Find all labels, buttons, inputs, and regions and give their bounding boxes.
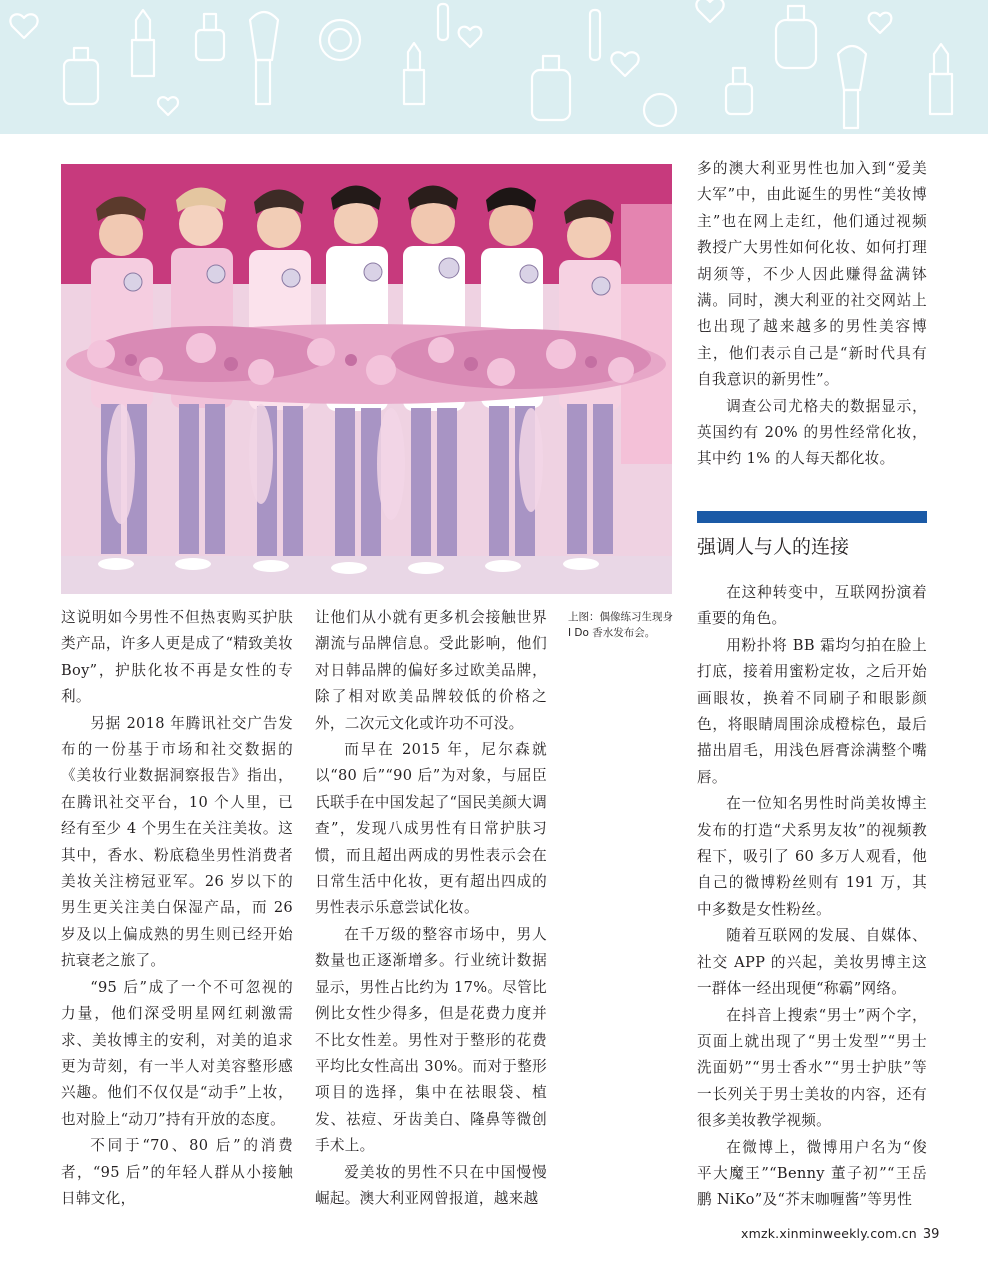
paragraph: 在千万级的整容市场中，男人数量也正逐渐增多。行业统计数据显示，男性占比约为 17%。尽管比例比女性少得多，但是花费力度并不比女性差。男性对于整形的花费平均比女性高出 30%。而对于整形项目的选择，集中在祛眼袋、植发、祛痘、牙齿美白、隆鼻等微创手术上。 bbox=[315, 925, 547, 1155]
article-column-1 bbox=[61, 605, 293, 1212]
paragraph: 不同于“70、80 后”的消费者，“95 后”的年轻人群从小接触日韩文化， bbox=[61, 1137, 293, 1207]
paragraph: 在一位知名男性时尚美妆博主发布的打造“犬系男友妆”的视频教程下，吸引了 60 多万人观看，他自己的微博粉丝则有 191 万，其中多数是女性粉丝。 bbox=[697, 795, 927, 918]
paragraph: 另据 2018 年腾讯社交广告发布的一份基于市场和社交数据的《美妆行业数据洞察报告》指出，在腾讯社交平台，10 个人里，已经有至少 4 个男生在关注美妆。这其中，香水、粉底稳坐男性消费者美妆关注榜冠亚军。26 岁以下的男生更关注美白保湿产品，而 26 岁及以上偏成熟的男生则已经开始抗衰老之旅了。 bbox=[61, 714, 293, 970]
paragraph: 在微博上，微博用户名为“俊平大魔王”“Benny 董子初”“王岳鹏 NiKo”及“芥末咖喱酱”等男性 bbox=[697, 1138, 927, 1209]
article-column-2 bbox=[315, 605, 547, 1212]
article-column-3-bottom bbox=[697, 580, 927, 1214]
photo-caption: 上图：偶像练习生现身 I Do 香水发布会。 bbox=[568, 611, 673, 639]
article-column-3-top bbox=[697, 156, 927, 473]
paragraph: 多的澳大利亚男性也加入到“爱美大军”中，由此诞生的男性“美妆博主”也在网上走红，他们通过视频教授广大男性如何化妆、如何打理胡须等，不少人因此赚得盆满钵满。同时，澳大利亚的社交网站上也出现了越来越多的男性美容博主，他们表示自己是“新时代具有自我意识的新男性”。 bbox=[697, 160, 927, 389]
paragraph: 爱美妆的男性不只在中国慢慢崛起。澳大利亚网曾报道，越来越 bbox=[315, 1163, 547, 1207]
paragraph: 这说明如今男性不但热衷购买护肤类产品，许多人更是成了“精致美妆 Boy”，护肤化妆不再是女性的专利。 bbox=[61, 609, 293, 706]
paragraph: 让他们从小就有更多机会接触世界潮流与品牌信息。受此影响，他们对日韩品牌的偏好多过欧美品牌，除了相对欧美品牌较低的价格之外，二次元文化或许功不可没。 bbox=[315, 609, 547, 732]
boy-group-photo-illustration bbox=[61, 164, 672, 594]
section-divider-bar bbox=[697, 511, 927, 523]
paragraph: 在这种转变中，互联网扮演着重要的角色。 bbox=[697, 584, 927, 628]
paragraph: 随着互联网的发展、自媒体、社交 APP 的兴起，美妆男博主这一群体一经出现便“称霸”网络。 bbox=[697, 927, 927, 998]
paragraph: 而早在 2015 年，尼尔森就以“80 后”“90 后”为对象，与屈臣氏联手在中国发起了“国民美颜大调查”，发现八成男性有日常护肤习惯，而且超出两成的男性表示会在日常生活中化妆，更有超出四成的男性表示乐意尝试化妆。 bbox=[315, 741, 547, 917]
page-footer bbox=[741, 1226, 941, 1246]
paragraph: “95 后”成了一个不可忽视的力量，他们深受明星网红刺激需求、美妆博主的安利，对美的追求更为苛刻，有一半人对美容整形感兴趣。他们不仅仅是“动手”上妆，也对脸上“动刀”持有开放的态度。 bbox=[61, 978, 293, 1128]
paragraph: 用粉扑将 BB 霜均匀拍在脸上打底，接着用蜜粉定妆，之后开始画眼妆，换着不同刷子和眼影颜色，将眼睛周围涂成橙棕色，最后描出眉毛，用浅色唇膏涂满整个嘴唇。 bbox=[697, 636, 927, 786]
event-photo bbox=[61, 164, 672, 594]
footer-url: xmzk.xinminweekly.com.cn bbox=[741, 1226, 917, 1241]
page-number: 39 bbox=[922, 1227, 940, 1242]
paragraph: 调查公司尤格夫的数据显示，英国约有 20% 的男性经常化妆，其中约 1% 的人每天都化妆。 bbox=[697, 397, 927, 468]
paragraph: 在抖音上搜索“男士”两个字，页面上就出现了“男士发型”“男士洗面奶”“男士香水”“男士护肤”等一长列关于男士美妆的内容，还有很多美妆教学视频。 bbox=[697, 1006, 927, 1130]
decorative-banner bbox=[0, 0, 988, 134]
cosmetics-pattern-icon bbox=[0, 0, 988, 134]
section-heading: 强调人与人的连接 bbox=[697, 536, 850, 558]
